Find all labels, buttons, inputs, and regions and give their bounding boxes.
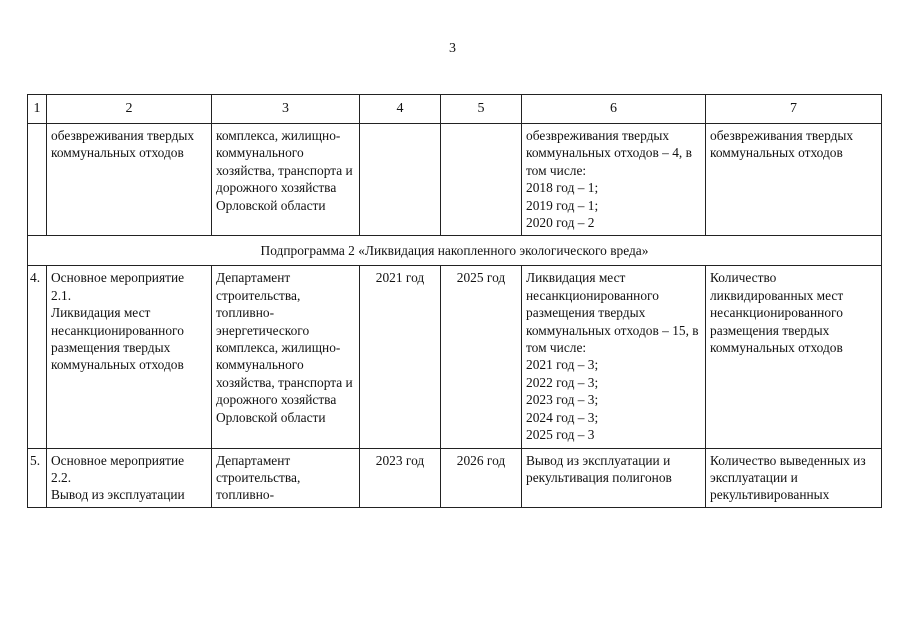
cell-executor: Департамент строительства, топливно-энергетического комплекса, жилищно-коммунального хозяйства, транспорта и дорожного хозяйства Орловской области	[212, 266, 360, 448]
header-col-6: 6	[522, 95, 706, 124]
page-number: 3	[449, 41, 456, 56]
subprogram-row	[28, 236, 882, 266]
result-line: 2018 год – 1;	[526, 180, 599, 196]
cell-start-year: 2023 год	[360, 448, 441, 507]
measures-table	[27, 94, 882, 508]
result-line: 2025 год – 3	[526, 427, 595, 443]
table-header-row	[28, 95, 882, 124]
result-line: Ликвидация мест несанкционированного размещения твердых коммунальных отходов – 15, в том числе:	[526, 270, 699, 356]
header-col-5: 5	[441, 95, 522, 124]
table-row-continued	[28, 124, 882, 236]
measure-title: Основное мероприятие 2.1.	[51, 270, 185, 303]
header-col-7: 7	[706, 95, 882, 124]
cell-end-year: 2026 год	[441, 448, 522, 507]
cell-executor: комплекса, жилищно-коммунального хозяйства, транспорта и дорожного хозяйства Орловской области	[212, 124, 360, 236]
cell-executor: Департамент строительства, топливно-	[212, 448, 360, 507]
result-line: обезвреживания твердых коммунальных отходов – 4, в том числе:	[526, 128, 692, 178]
cell-number: 4.	[28, 266, 47, 448]
header-col-1: 1	[28, 95, 47, 124]
header-col-2: 2	[47, 95, 212, 124]
measure-description: Ликвидация мест несанкционированного размещения твердых коммунальных отходов	[51, 305, 184, 373]
cell-end-year	[441, 124, 522, 236]
cell-indicator: Количество ликвидированных мест несанкционированного размещения твердых коммунальных отходов	[706, 266, 882, 448]
result-line: 2019 год – 1;	[526, 197, 599, 213]
subprogram-title: Подпрограмма 2 «Ликвидация накопленного экологического вреда»	[28, 236, 882, 266]
cell-expected-result	[522, 124, 706, 236]
table-row-4	[28, 266, 882, 448]
result-line: 2023 год – 3;	[526, 392, 599, 408]
result-line: 2020 год – 2	[526, 215, 595, 231]
result-line: 2024 год – 3;	[526, 409, 599, 425]
cell-number	[28, 124, 47, 236]
cell-measure-name	[47, 266, 212, 448]
cell-end-year: 2025 год	[441, 266, 522, 448]
cell-measure-name: обезвреживания твердых коммунальных отходов	[47, 124, 212, 236]
result-line: 2022 год – 3;	[526, 374, 599, 390]
measure-title: Основное мероприятие 2.2.	[51, 452, 185, 485]
cell-number: 5.	[28, 448, 47, 507]
cell-start-year: 2021 год	[360, 266, 441, 448]
cell-start-year	[360, 124, 441, 236]
cell-measure-name	[47, 448, 212, 507]
cell-indicator: Количество выведенных из эксплуатации и рекультивированных	[706, 448, 882, 507]
cell-expected-result: Вывод из эксплуатации и рекультивация полигонов	[522, 448, 706, 507]
cell-expected-result	[522, 266, 706, 448]
result-line: 2021 год – 3;	[526, 357, 599, 373]
table-row-5	[28, 448, 882, 507]
header-col-4: 4	[360, 95, 441, 124]
cell-indicator: обезвреживания твердых коммунальных отходов	[706, 124, 882, 236]
header-col-3: 3	[212, 95, 360, 124]
measure-description: Вывод из эксплуатации	[51, 487, 185, 503]
